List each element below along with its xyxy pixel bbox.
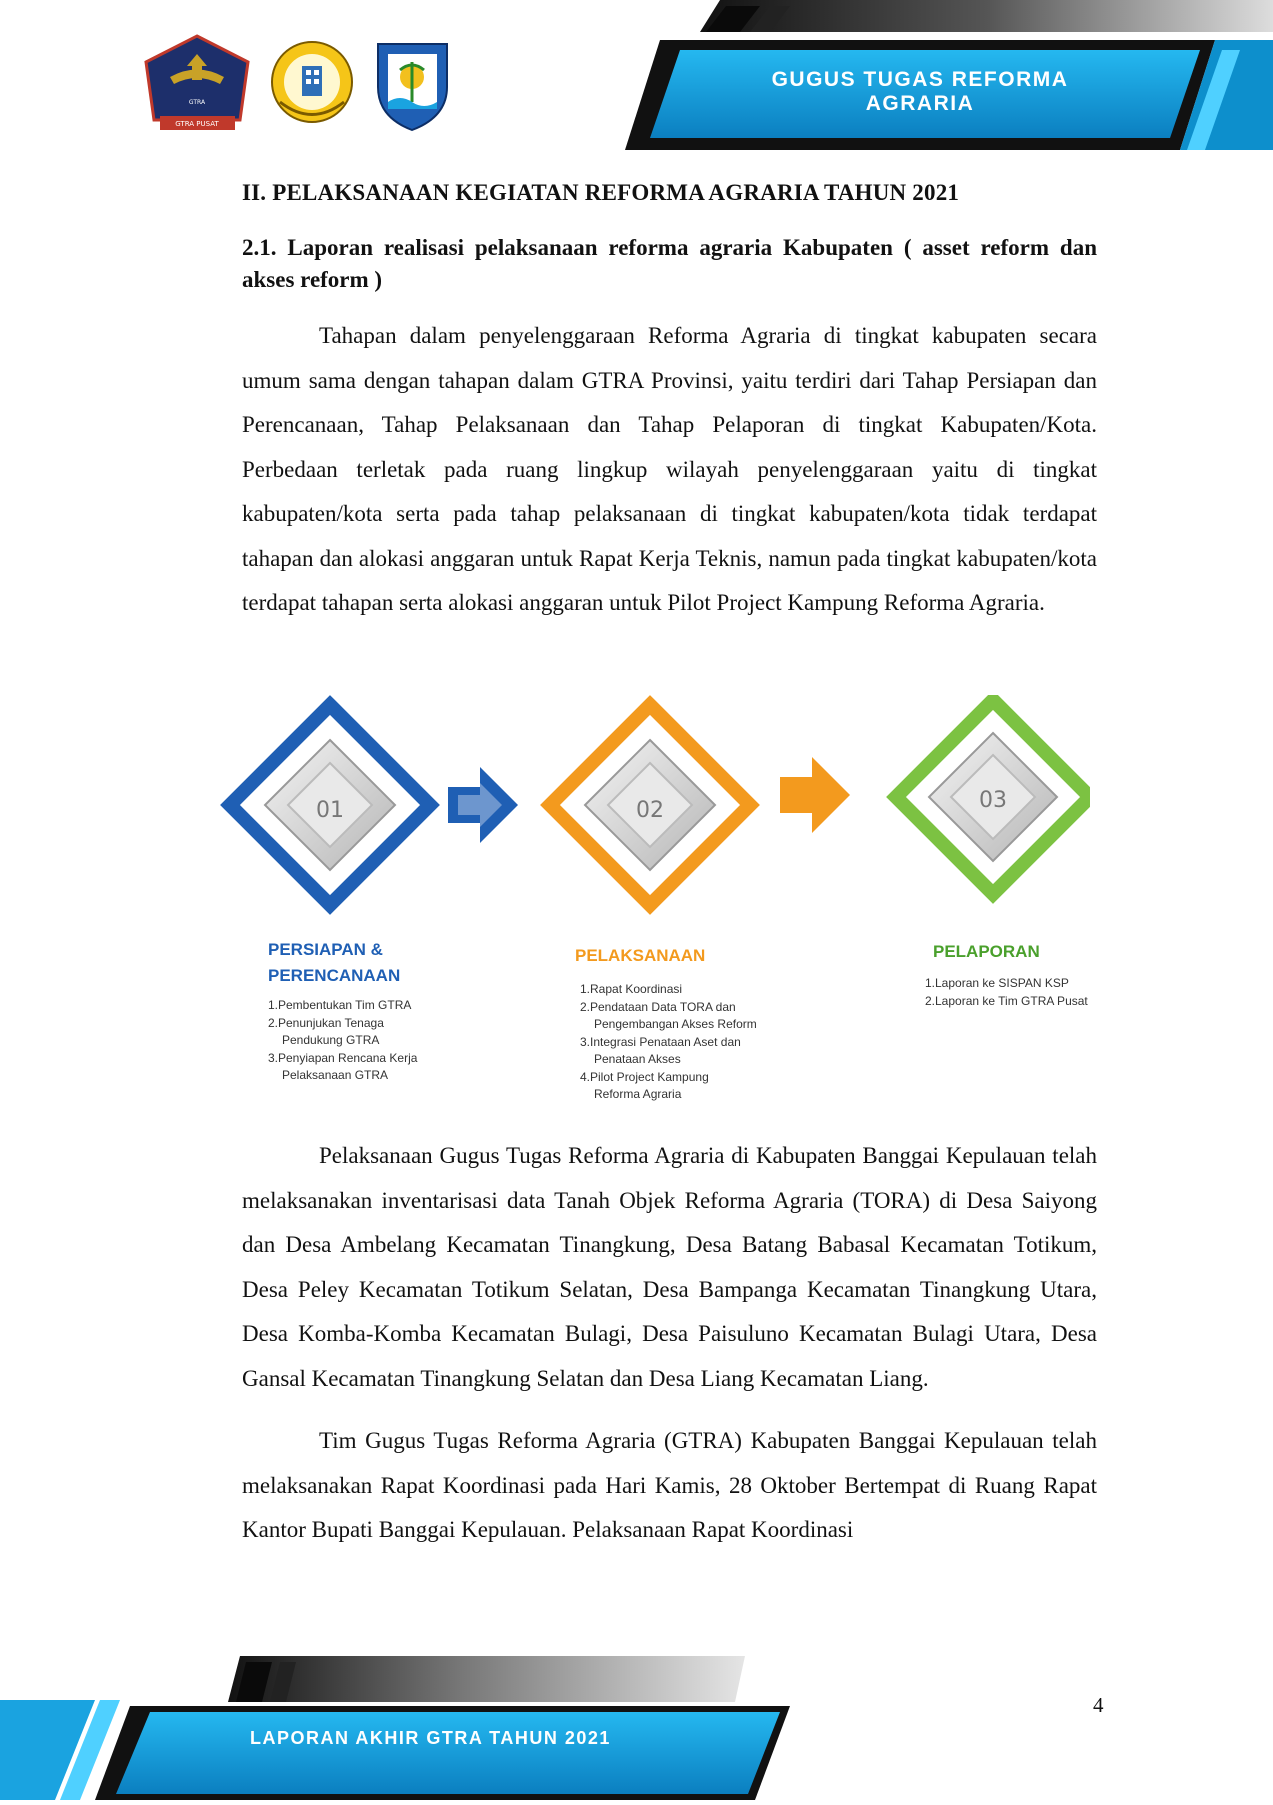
list-item: 1.Rapat Koordinasi [580, 982, 683, 996]
subsection-title: 2.1. Laporan realisasi pelaksanaan reforma agraria Kabupaten ( asset reform dan akses reform ) [242, 235, 1097, 292]
step-3-number: 03 [979, 788, 1007, 813]
section-title: II. PELAKSANAAN KEGIATAN REFORMA AGRARIA TAHUN 2021 [242, 180, 960, 205]
logo-group [140, 32, 455, 137]
list-item: 2.Penunjukan Tenaga Pendukung GTRA [268, 1015, 384, 1047]
page-footer [0, 1650, 1273, 1800]
svg-text:GTRA PUSAT: GTRA PUSAT [175, 120, 219, 128]
banner-title: GUGUS TUGAS REFORMA AGRARIA [771, 68, 1069, 115]
paragraph-inventory: Pelaksanaan Gugus Tugas Reforma Agraria di Kabupaten Banggai Kepulauan telah melaksanakan inventarisasi data Tanah Objek Reforma Agraria (TORA) di Desa Saiyong dan Desa Ambelang Kecamatan Tinangkung, Desa Batang Babasal Kecamatan Totikum, Desa Peley Kecamatan Totikum Selatan, Desa Bampanga Kecamatan Tinangkung Utara, Desa Komba-Komba Kecamatan Bulagi, Desa Paisuluno Kecamatan Bulagi Utara, Desa Gansal Kecamatan Tinangkung Selatan dan Desa Liang Kecamatan Liang. [242, 1143, 1097, 1391]
gtra-pusat-logo [140, 32, 255, 137]
list-item: 1.Laporan ke SISPAN KSP [925, 976, 1069, 990]
step-2-title: PELAKSANAAN [575, 946, 706, 965]
list-item: 2.Pendataan Data TORA dan Pengembangan Akses Reform [580, 999, 757, 1031]
list-item: 3.Integrasi Penataan Aset dan Penataan Akses [580, 1034, 741, 1066]
paragraph-stages: Tahapan dalam penyelenggaraan Reforma Agraria di tingkat kabupaten secara umum sama dengan tahapan dalam GTRA Provinsi, yaitu terdiri dari Tahap Persiapan dan Perencanaan, Tahap Pelaksanaan dan Tahap Pelaporan di tingkat Kabupaten/Kota. Perbedaan terletak pada ruang lingkup wilayah penyelenggaraan yaitu di tingkat kabupaten/kota serta pada tahap pelaksanaan di tingkat kabupaten/kota tidak terdapat tahapan dan alokasi anggaran untuk Rapat Kerja Teknis, namun pada tingkat kabupaten/kota terdapat tahapan serta alokasi anggaran untuk Pilot Project Kampung Reforma Agraria. [242, 323, 1097, 615]
list-item: 3.Penyiapan Rencana Kerja Pelaksanaan GTRA [268, 1050, 418, 1082]
list-item: 2.Laporan ke Tim GTRA Pusat [925, 993, 1088, 1008]
footer-banner [0, 1650, 1273, 1800]
arrow-right-icon [780, 757, 850, 833]
stages-diagram [190, 695, 1090, 1115]
step-1-number: 01 [316, 798, 344, 823]
step-2-list [580, 981, 757, 1104]
document-body [242, 180, 1097, 626]
footer-report-title: LAPORAN AKHIR GTRA TAHUN 2021 [250, 1728, 611, 1748]
step-1-list [268, 997, 417, 1085]
regency-shield-logo [370, 32, 455, 137]
list-item: 4.Pilot Project Kampung Reforma Agraria [580, 1069, 709, 1101]
list-item: 1.Pembentukan Tim GTRA [268, 998, 412, 1012]
step-3-list [925, 975, 1088, 1010]
step-2-number: 02 [636, 798, 664, 823]
document-body-continued [242, 1134, 1097, 1553]
step-1-title: PERSIAPAN & PERENCANAAN [268, 940, 401, 985]
step-3-title: PELAPORAN [933, 942, 1040, 961]
page-number: 4 [1093, 1693, 1104, 1717]
stages-diagram-graphic [190, 695, 1090, 935]
paragraph-coordination: Tim Gugus Tugas Reforma Agraria (GTRA) Kabupaten Banggai Kepulauan telah melaksanakan Rapat Koordinasi pada Hari Kamis, 28 Oktober Bertempat di Ruang Rapat Kantor Bupati Banggai Kepulauan. Pelaksanaan Rapat Koordinasi [242, 1428, 1097, 1542]
page-header [0, 0, 1273, 160]
svg-text:GTRA: GTRA [188, 99, 206, 106]
atr-bpn-logo [265, 32, 360, 137]
